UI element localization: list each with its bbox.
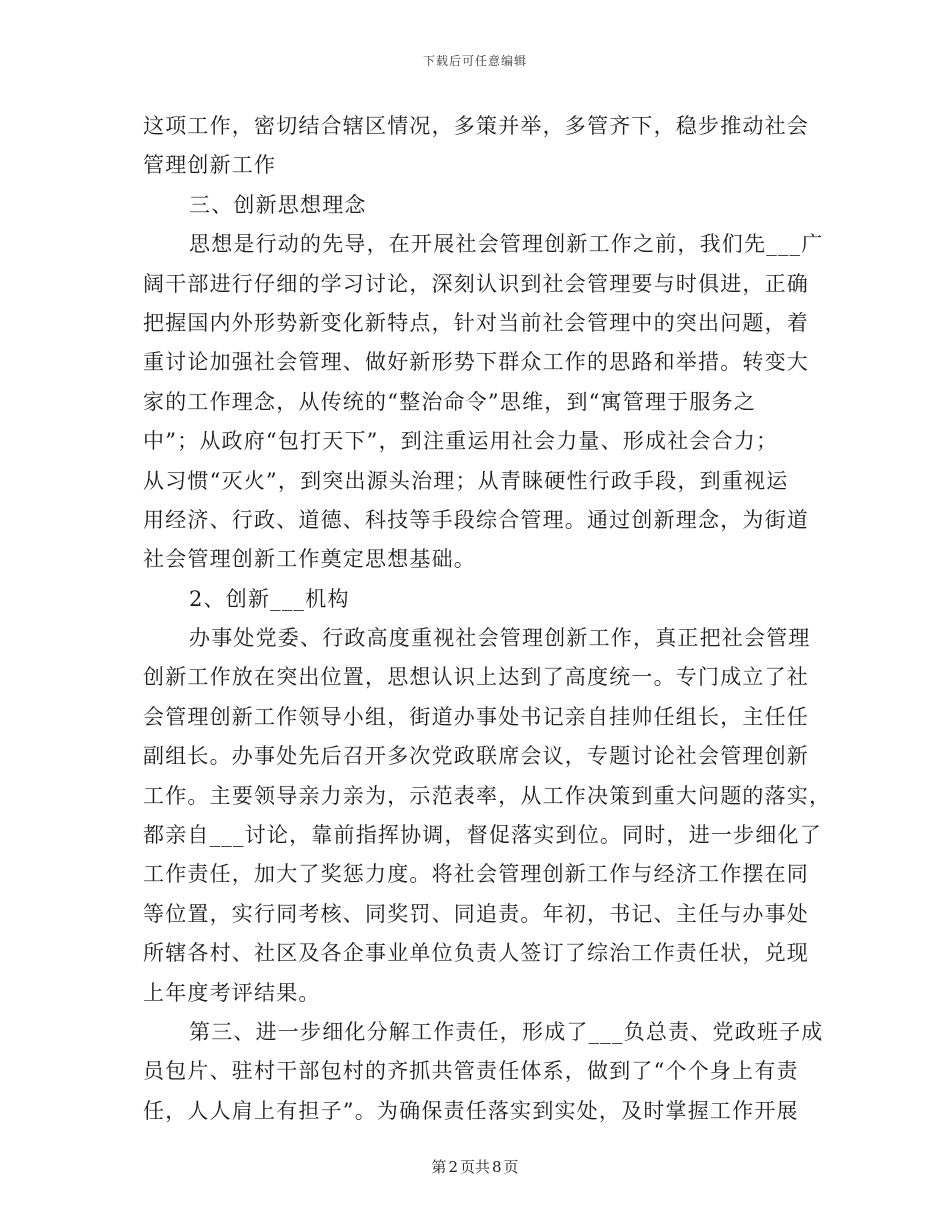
page-number-prefix: 第 [431, 1158, 447, 1176]
text-line: 都亲自___讨论，靠前指挥协调，督促落实到位。同时，进一步细化了 [143, 823, 822, 848]
section-heading: 三、创新思想理念 [189, 192, 367, 217]
text-line: 上年度考评结果。 [143, 980, 321, 1005]
text-line: 任，人人肩上有担子”。为确保责任落实到实处，及时掌握工作开展 [143, 1098, 799, 1123]
text-line: 员包片、驻村干部包村的齐抓共管责任体系，做到了“个个身上有责 [143, 1059, 799, 1084]
text-line: 重讨论加强社会管理、做好新形势下群众工作的思路和举措。转变大 [143, 350, 809, 375]
text-line: 管理创新工作 [143, 153, 277, 178]
page-number-middle: 页共 [459, 1158, 490, 1176]
text-line: 社会管理创新工作奠定思想基础。 [143, 547, 476, 572]
paragraph-start: 第三、进一步细化分解工作责任，形成了___负总责、党政班子成 [189, 1019, 824, 1044]
paragraph-start: 思想是行动的先导，在开展社会管理创新工作之前，我们先___广 [189, 232, 824, 257]
text-line: 这项工作，密切结合辖区情况，多策并举，多管齐下，稳步推动社会 [143, 114, 809, 138]
text-line: 工作。主要领导亲力亲为，示范表率，从工作决策到重大问题的落实， [143, 783, 832, 808]
text-line: 阔干部进行仔细的学习讨论，深刻认识到社会管理要与时俱进，正确 [143, 271, 809, 296]
text-line: 用经济、行政、道德、科技等手段综合管理。通过创新理念，为街道 [143, 507, 809, 532]
text-line: 把握国内外形势新变化新特点，针对当前社会管理中的突出问题，着 [143, 310, 809, 335]
total-page-count: 8 [492, 1158, 502, 1176]
text-line: 副组长。办事处先后召开多次党政联席会议，专题讨论社会管理创新 [143, 744, 809, 769]
text-line: 工作责任，加大了奖惩力度。将社会管理创新工作与经济工作摆在同 [143, 862, 809, 887]
paragraph-start: 办事处党委、行政高度重视社会管理创新工作，真正把社会管理 [189, 626, 811, 651]
text-line: 创新工作放在突出位置，思想认识上达到了高度统一。专门成立了社 [143, 665, 809, 690]
page-header: 下载后可任意编辑 [422, 54, 527, 68]
current-page-number: 2 [448, 1158, 458, 1176]
page-footer [0, 1156, 950, 1177]
text-line: 等位置，实行同考核、同奖罚、同追责。年初，书记、主任与办事处 [143, 901, 809, 926]
text-line: 从习惯“灭火”，到突出源头治理；从青睐硬性行政手段，到重视运 [143, 468, 789, 493]
text-line: 所辖各村、社区及各企事业单位负责人签订了综治工作责任状，兑现 [143, 941, 809, 966]
text-line: 家的工作理念，从传统的“整治命令”思维，到“寓管理于服务之 [143, 389, 757, 414]
text-line: 会管理创新工作领导小组，街道办事处书记亲自挂帅任组长，主任任 [143, 704, 809, 729]
text-line: 中”；从政府“包打天下”，到注重运用社会力量、形成社会合力； [143, 429, 779, 454]
document-body [143, 107, 832, 1131]
section-heading: 2、创新___机构 [189, 586, 350, 611]
page-number-suffix: 页 [503, 1158, 519, 1176]
